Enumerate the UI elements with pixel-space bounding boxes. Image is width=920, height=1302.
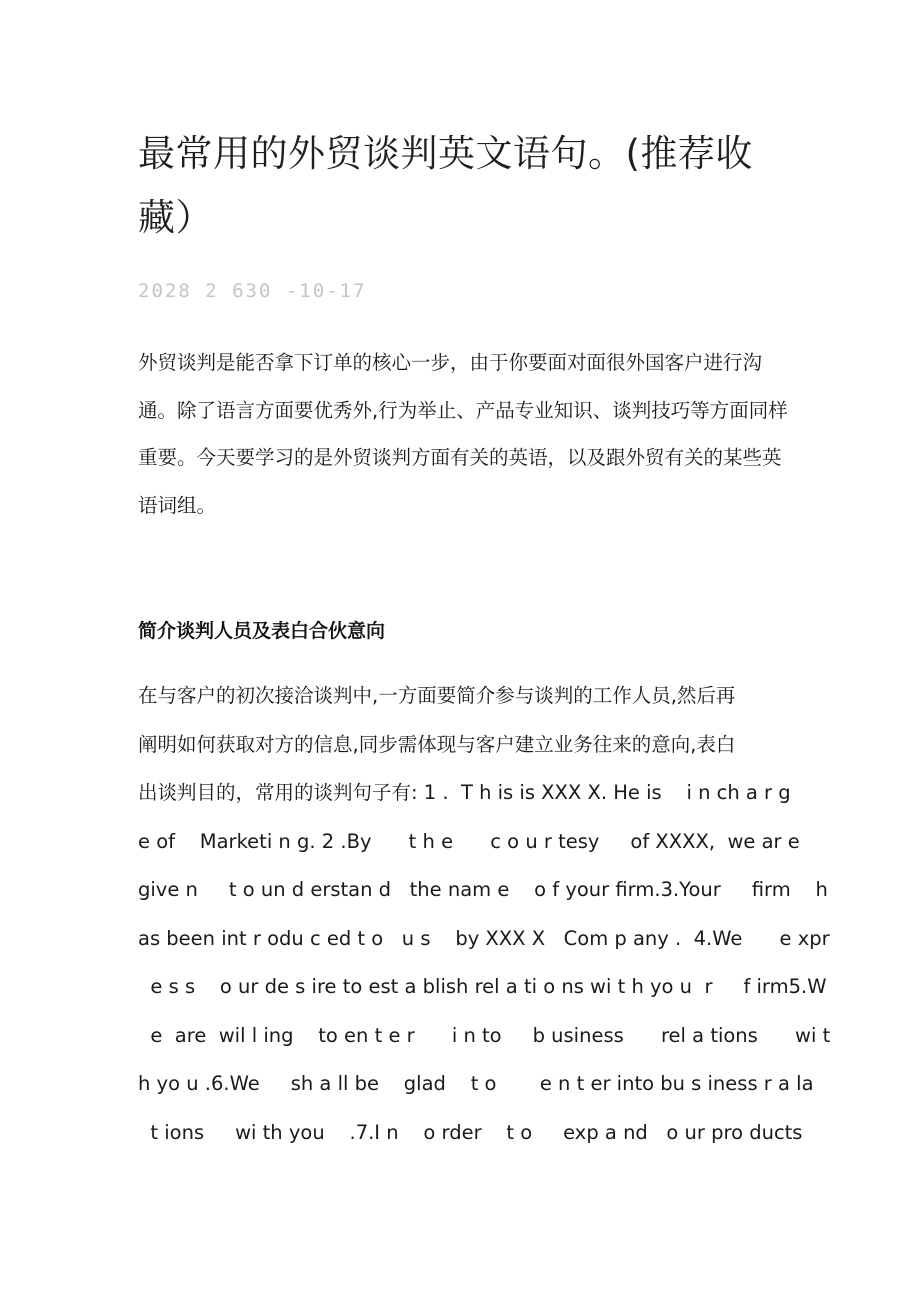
body-line: e s s o ur de s ire to est a blish rel a ti o ns wi t h yo u r f irm5.W: [138, 975, 827, 998]
article-title: 最常用的外贸谈判英文语句。(推荐收藏）: [138, 132, 753, 239]
article-date: 2028 2 630 -10-17: [138, 280, 367, 302]
body-line: 阐明如何获取对方的信息,同步需体现与客户建立业务往来的意向,表白: [138, 732, 736, 756]
body-line: as been int r odu c ed t o u s by XXX X Com p any . 4.We e xpr: [138, 926, 830, 950]
body-line: h yo u .6.We sh a ll be glad t o e n t er into bu s iness r a la: [138, 1072, 814, 1095]
body-line: 出谈判目的，常用的谈判句子有: 1 . T h is is XXX X. He is i n ch a r g: [138, 781, 791, 804]
body-line: e are wil l ing to en t e r i n to b usiness rel a tions wi t: [138, 1023, 831, 1047]
body-line: t ions wi th you .7.I n o rder t o exp a nd o ur pro ducts: [138, 1120, 803, 1144]
body-line: 在与客户的初次接洽谈判中,一方面要简介参与谈判的工作人员,然后再: [138, 684, 736, 707]
body-line: give n t o un d erstan d the nam e o f your firm.3.Your firm h: [138, 878, 828, 901]
body-line: e of Marketi n g. 2 .By t h e c o u r tesy of XXXX, we ar e: [138, 829, 800, 853]
section-heading: 简介谈判人员及表白合伙意向: [138, 620, 386, 642]
intro-paragraph: 外贸谈判是能否拿下订单的核心一步，由于你要面对面很外国客户进行沟通。除了语言方面要优秀外,行为举止、产品专业知识、谈判技巧等方面同样重要。今天要学习的是外贸谈判方面有关的英语，以及跟外贸有关的某些英语词组。: [138, 351, 788, 517]
body-paragraph: [138, 676, 831, 1161]
